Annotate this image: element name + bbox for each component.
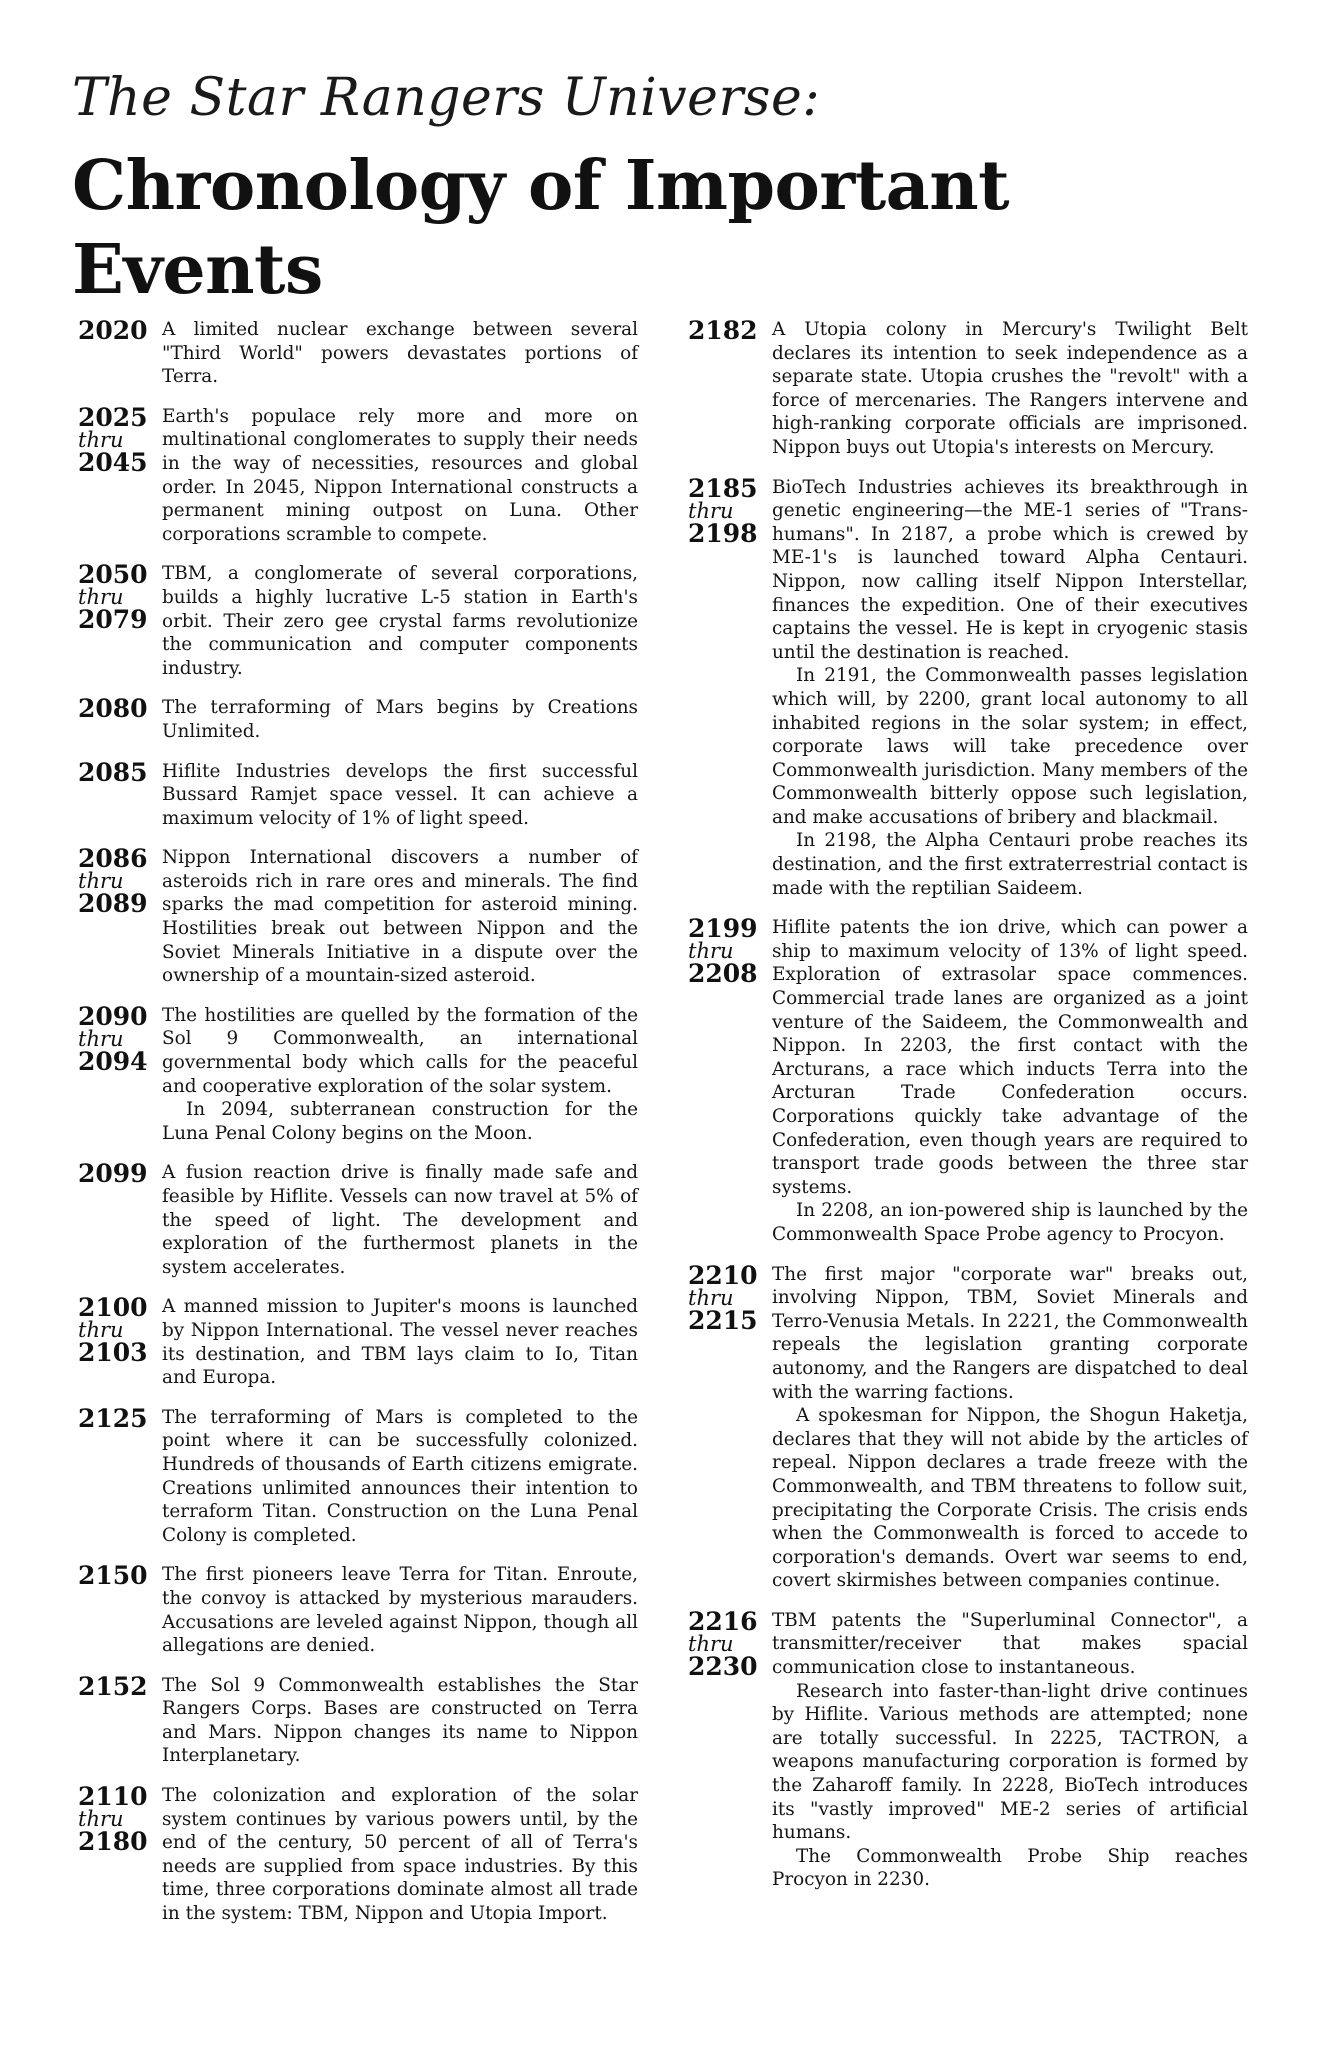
year-start: 2090	[78, 1001, 148, 1031]
thru-label: thru	[78, 1026, 124, 1051]
year-label	[78, 757, 162, 831]
thru-label: thru	[78, 869, 124, 894]
timeline-entry	[78, 1784, 638, 1926]
entry-body	[162, 1161, 638, 1279]
year-label	[78, 402, 162, 547]
entry-paragraph: TBM, a conglomerate of several corporations, builds a highly lucrative L-5 station in Earth's orbit. Their zero gee crystal farms revolutionize the communication and computer components industry.	[162, 563, 638, 679]
timeline-entry	[78, 1295, 638, 1389]
year-label	[78, 1563, 162, 1657]
entry-paragraph: The Sol 9 Commonwealth establishes the Star Rangers Corps. Bases are constructed on Terra and Mars. Nippon changes its name to Nippon Interplanetary.	[162, 1674, 638, 1767]
timeline-entry	[78, 1161, 638, 1279]
entry-paragraph: TBM patents the "Superluminal Connector", a transmitter/receiver that makes spacial communication close to instantaneous.	[772, 1609, 1248, 1679]
year-start: 2210	[688, 1260, 758, 1290]
year-end: 2180	[78, 1827, 148, 1857]
thru-label: thru	[688, 1631, 734, 1656]
timeline-entry	[78, 846, 638, 988]
timeline-entry	[78, 402, 638, 547]
year-label	[688, 318, 772, 460]
timeline-entry	[78, 562, 638, 680]
year-start: 2216	[688, 1606, 758, 1636]
timeline-entry	[78, 318, 638, 389]
year-start: 2100	[78, 1293, 148, 1323]
entry-body	[162, 1406, 638, 1548]
thru-label: thru	[688, 498, 734, 523]
year-end: 2103	[78, 1338, 148, 1368]
entry-paragraph: In 2208, an ion-powered ship is launched by the Commonwealth Space Probe agency to Procyon.	[772, 1200, 1248, 1245]
timeline-entry	[688, 1260, 1248, 1593]
entry-paragraph: In 2094, subterranean construction for the Luna Penal Colony begins on the Moon.	[162, 1099, 638, 1144]
year-start: 2080	[78, 694, 148, 724]
year-label	[78, 1001, 162, 1146]
thru-label: thru	[78, 1807, 124, 1832]
timeline-entry	[688, 318, 1248, 460]
page-header	[72, 66, 1272, 312]
year-label	[78, 1671, 162, 1768]
left-column	[78, 318, 638, 1942]
entry-body	[772, 1609, 1248, 1892]
timeline-entry	[78, 1671, 638, 1768]
year-label	[78, 562, 162, 680]
page-title: Chronology of Important Events	[72, 146, 1010, 310]
year-label	[78, 318, 162, 389]
entry-body	[162, 696, 638, 743]
timeline-entry	[78, 757, 638, 831]
timeline-entry	[78, 1563, 638, 1657]
timeline-entry	[688, 916, 1248, 1246]
year-label	[78, 1403, 162, 1548]
thru-label: thru	[78, 1318, 124, 1343]
thru-label: thru	[78, 585, 124, 610]
timeline-entry	[78, 696, 638, 743]
year-label	[688, 1260, 772, 1593]
entry-body	[772, 1263, 1248, 1593]
entry-paragraph: The Commonwealth Probe Ship reaches Procyon in 2230.	[772, 1845, 1248, 1891]
year-start: 2020	[78, 316, 148, 345]
thru-label: thru	[688, 1285, 734, 1310]
entry-body	[162, 1563, 638, 1657]
year-start: 2125	[78, 1403, 148, 1433]
entry-body	[772, 916, 1248, 1246]
entry-paragraph: BioTech Industries achieves its breakthrough in genetic engineering—the ME-1 series of "Trans-humans". In 2187, a probe which is crewed by ME-1's is launched toward Alpha Centauri. Nippon, now calling itself Nippon Interstellar, finances the expedition. One of their executives captains the vessel. He is kept in cryogenic stasis until the destination is reached.	[772, 476, 1248, 663]
year-end: 2089	[78, 889, 148, 919]
entry-paragraph: The colonization and exploration of the solar system continues by various powers until, by the end of the century, 50 percent of all of Terra's needs are supplied from space industries. By this time, three corporations dominate almost all trade in the system: TBM, Nippon and Utopia Import.	[162, 1785, 638, 1925]
entry-paragraph: Hiflite patents the ion drive, which can power a ship to maximum velocity of 13% of light speed. Exploration of extrasolar space commences. Commercial trade lanes are organized as a joint venture of the Saideem, the Commonwealth and Nippon. In 2203, the first contact with the Arcturans, a race which inducts Terra into the Arcturan Trade Confederation occurs. Corporations quickly take advantage of the Confederation, even though years are required to transport trade goods between the three star systems.	[772, 917, 1248, 1198]
year-start: 2086	[78, 844, 148, 874]
entry-paragraph: In 2191, the Commonwealth passes legislation which will, by 2200, grant local autonomy to all inhabited regions in the solar system; in effect, corporate laws will take precedence over Commonwealth jurisdiction. Many members of the Commonwealth bitterly oppose such legislation, and make accusations of bribery and blackmail.	[772, 665, 1248, 828]
year-end: 2230	[688, 1651, 758, 1681]
entry-body	[162, 1004, 638, 1146]
entry-paragraph: A spokesman for Nippon, the Shogun Haketja, declares that they will not abide by the articles of repeal. Nippon declares a trade freeze with the Commonwealth, and TBM threatens to follow suit, precipitating the Corporate Crisis. The crisis ends when the Commonwealth is forced to accede to corporation's demands. Overt war seems to end, covert skirmishes between companies continue.	[772, 1405, 1248, 1592]
entry-paragraph: The terraforming of Mars is completed to the point where it can be successfully colonized. Hundreds of thousands of Earth citizens emigrate. Creations unlimited announces their intention to terraform Titan. Construction on the Luna Penal Colony is completed.	[162, 1406, 638, 1546]
year-start: 2110	[78, 1782, 148, 1812]
entry-paragraph: Nippon International discovers a number of asteroids rich in rare ores and minerals. The find sparks the mad competition for asteroid mining. Hostilities break out between Nippon and the Soviet Minerals Initiative in a dispute over the ownership of a mountain-sized asteroid.	[162, 847, 638, 987]
year-label	[78, 1161, 162, 1279]
entry-paragraph: The first pioneers leave Terra for Titan. Enroute, the convoy is attacked by mysterious marauders. Accusations are leveled against Nippon, though all allegations are denied.	[162, 1564, 638, 1657]
year-end: 2079	[78, 605, 148, 635]
timeline-entry	[78, 1403, 638, 1548]
year-end: 2208	[688, 959, 758, 989]
year-start: 2085	[78, 757, 148, 787]
timeline-entry	[688, 473, 1248, 901]
entry-body	[162, 760, 638, 831]
entry-paragraph: A manned mission to Jupiter's moons is launched by Nippon International. The vessel never reaches its destination, and TBM lays claim to Io, Titan and Europa.	[162, 1296, 638, 1389]
year-label	[78, 1295, 162, 1389]
year-label	[78, 1784, 162, 1926]
entry-body	[772, 476, 1248, 901]
entry-body	[162, 405, 638, 547]
entry-body	[772, 318, 1248, 460]
year-end: 2094	[78, 1046, 148, 1076]
year-label	[688, 916, 772, 1246]
year-start: 2150	[78, 1561, 148, 1591]
thru-label: thru	[78, 427, 124, 452]
year-end: 2215	[688, 1305, 758, 1335]
entry-paragraph: Hiflite Industries develops the first successful Bussard Ramjet space vessel. It can achieve a maximum velocity of 1% of light speed.	[162, 760, 638, 829]
entry-body	[162, 562, 638, 680]
year-label	[688, 1606, 772, 1892]
entry-paragraph: A limited nuclear exchange between several "Third World" powers devastates portions of Terra.	[162, 319, 638, 388]
year-label	[78, 846, 162, 988]
right-column	[688, 318, 1248, 1908]
year-start: 2099	[78, 1159, 148, 1189]
page-subtitle: The Star Rangers Universe:	[72, 68, 821, 128]
entry-paragraph: The hostilities are quelled by the formation of the Sol 9 Commonwealth, an international governmental body which calls for the peaceful and cooperative exploration of the solar system.	[162, 1004, 638, 1097]
entry-body	[162, 318, 638, 389]
year-end: 2198	[688, 518, 758, 548]
year-start: 2199	[688, 914, 758, 944]
entry-paragraph: A Utopia colony in Mercury's Twilight Belt declares its intention to seek independence as a separate state. Utopia crushes the "revolt" with a force of mercenaries. The Rangers intervene and high-ranking corporate officials are imprisoned. Nippon buys out Utopia's interests on Mercury.	[772, 319, 1248, 458]
year-start: 2152	[78, 1671, 148, 1701]
timeline-entry	[688, 1606, 1248, 1892]
entry-paragraph: The first major "corporate war" breaks out, involving Nippon, TBM, Soviet Minerals and Terro-Venusia Metals. In 2221, the Commonwealth repeals the legislation granting corporate autonomy, and the Rangers are dispatched to deal with the warring factions.	[772, 1263, 1248, 1403]
entry-paragraph: The terraforming of Mars begins by Creations Unlimited.	[162, 697, 638, 742]
year-end: 2045	[78, 447, 148, 477]
year-start: 2025	[78, 402, 148, 432]
year-start: 2185	[688, 473, 758, 503]
thru-label: thru	[688, 939, 734, 964]
year-label	[688, 473, 772, 901]
entry-body	[162, 1295, 638, 1389]
year-start: 2050	[78, 560, 148, 590]
year-label	[78, 696, 162, 743]
timeline-entry	[78, 1001, 638, 1146]
entry-paragraph: In 2198, the Alpha Centauri probe reaches its destination, and the first extraterrestrial contact is made with the reptilian Saideem.	[772, 830, 1248, 899]
entry-paragraph: A fusion reaction drive is finally made safe and feasible by Hiflite. Vessels can now travel at 5% of the speed of light. The development and exploration of the furthermost planets in the system accelerates.	[162, 1162, 638, 1278]
entry-body	[162, 1674, 638, 1768]
year-start: 2182	[688, 316, 758, 345]
entry-body	[162, 1784, 638, 1926]
entry-body	[162, 846, 638, 988]
entry-paragraph: Research into faster-than-light drive continues by Hiflite. Various methods are attempted; none are totally successful. In 2225, TACTRON, a weapons manufacturing corporation is formed by the Zaharoff family. In 2228, BioTech introduces its "vastly improved" ME-2 series of artificial humans.	[772, 1680, 1248, 1844]
entry-paragraph: Earth's populace rely more and more on multinational conglomerates to supply their needs in the way of necessities, resources and global order. In 2045, Nippon International constructs a permanent mining outpost on Luna. Other corporations scramble to compete.	[162, 405, 638, 545]
